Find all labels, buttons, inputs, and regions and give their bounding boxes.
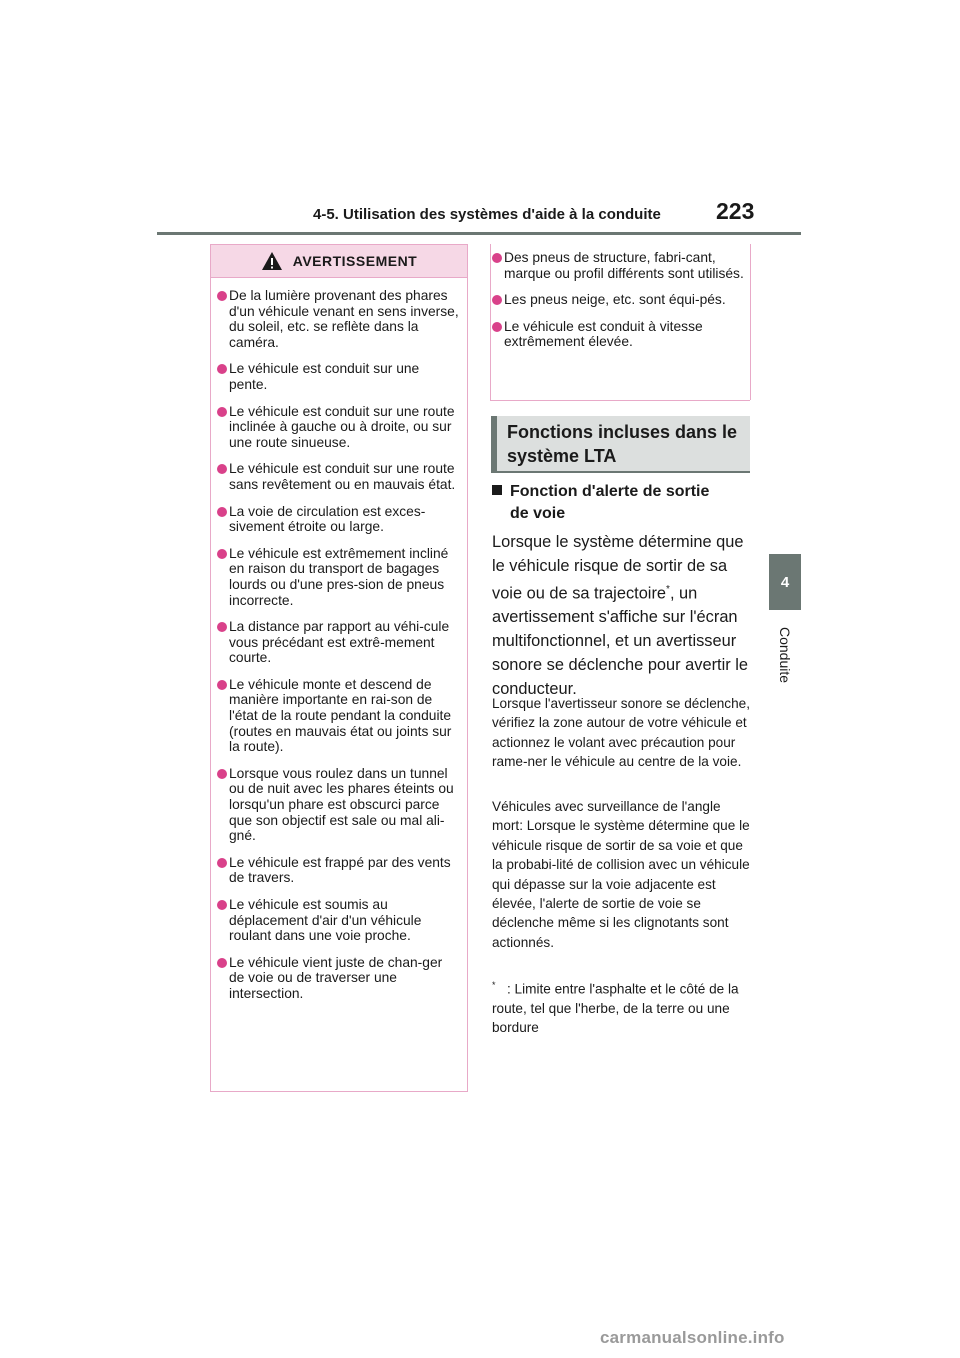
footnote: [492, 976, 752, 1038]
bullet-icon: [217, 464, 227, 474]
warning-item-text: Les pneus neige, etc. sont équi-pés.: [504, 292, 726, 308]
warning-item-text: Le véhicule est extrêmement incliné en raison du transport de bagages lourds ou d'une pres-sion de pneus incorrecte.: [229, 545, 449, 608]
bullet-icon: [492, 322, 502, 332]
warning-title: AVERTISSEMENT: [292, 253, 418, 269]
bullet-icon: [217, 858, 227, 868]
bullet-icon: [217, 407, 227, 417]
footnote-marker: *: [492, 980, 496, 990]
warning-item: [217, 766, 461, 844]
bullet-icon: [217, 364, 227, 374]
warning-item: [217, 404, 461, 451]
warning-item: [217, 546, 461, 608]
warning-continued-border-left: [490, 244, 491, 400]
warning-header: [211, 245, 467, 278]
warning-item-text: Le véhicule est frappé par des vents de travers.: [229, 854, 451, 886]
warning-item-text: La voie de circulation est exces-sivement étroite ou large.: [229, 503, 426, 535]
subheading-line2: de voie: [510, 505, 566, 522]
footnote-text: : Limite entre l'asphalte et le côté de la route, tel que l'herbe, de la terre ou une bordure: [492, 981, 739, 1036]
bullet-icon: [217, 507, 227, 517]
warning-item-text: Lorsque vous roulez dans un tunnel ou de nuit avec les phares éteints ou lorsqu'un phare est obscurci parce que son objectif est sale ou mal ali-gné.: [229, 765, 454, 844]
warning-item: [217, 955, 461, 1002]
warning-item-text: Le véhicule est conduit sur une pente.: [229, 361, 420, 392]
body-paragraph: Véhicules avec surveillance de l'angle mort: Lorsque le système détermine que le véhicule risque de sortir de sa voie et que la probabi-lité de collision avec un véhicule qui dépasse sur la voie adjacente est élevée, l'alerte de sortie de voie se déclenche même si les clignotants sont actionnés.: [492, 799, 750, 950]
chapter-tab: 4: [769, 554, 801, 610]
section-heading-text: Fonctions incluses dans le système LTA: [507, 422, 738, 466]
subheading-line1: Fonction d'alerte de sortie: [510, 483, 710, 500]
warning-item-text: La distance par rapport au véhi-cule vous précédant est extrê-mement courte.: [229, 619, 450, 666]
warning-item: [217, 461, 461, 492]
bullet-icon: [217, 900, 227, 910]
watermark: carmanualsonline.info: [600, 1328, 785, 1347]
warning-item: [492, 292, 750, 308]
lead-text-2: , un avertissement s'affiche sur l'écran multifonctionnel, et un avertisseur sonore se déclenche pour avertir le conducteur.: [492, 584, 749, 699]
warning-item: [492, 319, 750, 350]
running-header: 4-5. Utilisation des systèmes d'aide à la conduite: [313, 206, 661, 223]
bullet-icon: [217, 769, 227, 779]
warning-item-text: Le véhicule vient juste de chan-ger de voie ou de traverser une intersection.: [229, 954, 443, 1001]
section-heading: [491, 416, 750, 473]
body-paragraph: Lorsque l'avertisseur sonore se déclenche, vérifiez la zone autour de votre véhicule et actionnez le volant avec précaution pour rame-ner le véhicule au centre de la voie.: [492, 696, 751, 770]
warning-item: [217, 619, 461, 666]
warning-box: [210, 244, 468, 1092]
lead-paragraph: [492, 530, 754, 701]
warning-item: [217, 677, 461, 755]
warning-continued-border-bottom: [490, 400, 750, 401]
warning-item: [217, 288, 461, 350]
warning-triangle-icon: [261, 251, 283, 271]
warning-item-text: Des pneus de structure, fabri-cant, marque ou profil différents sont utilisés.: [504, 250, 744, 281]
warning-item-text: De la lumière provenant des phares d'un véhicule venant en sens inverse, du soleil, etc. se reflète dans la caméra.: [229, 288, 459, 350]
square-bullet-icon: [492, 485, 502, 495]
chapter-label-text: Conduite: [777, 626, 794, 684]
warning-list: [211, 278, 467, 1002]
bullet-icon: [492, 253, 502, 263]
bullet-icon: [217, 549, 227, 559]
warning-item: [217, 361, 461, 392]
warning-item: [217, 504, 461, 535]
bullet-icon: [217, 958, 227, 968]
bullet-icon: [217, 622, 227, 632]
warning-item-text: Le véhicule est conduit à vitesse extrêmement élevée.: [504, 318, 703, 350]
page-number: 223: [716, 198, 755, 224]
subheading: [492, 481, 750, 525]
bullet-icon: [217, 680, 227, 690]
warning-item: [217, 855, 461, 886]
warning-item: [217, 897, 461, 944]
footnote-mark: *: [666, 584, 670, 595]
warning-item-text: Le véhicule est soumis au déplacement d'air d'un véhicule roulant dans une voie proche.: [229, 897, 422, 944]
warning-item-text: Le véhicule monte et descend de manière importante en rai-son de l'état de la route pendant la conduite (routes en mauvais état ou joints sur la route).: [229, 676, 452, 755]
chapter-label: [770, 620, 800, 690]
warning-continued-list: [492, 250, 750, 361]
lead-text-1: Lorsque le système détermine que le véhicule risque de sortir de sa voie ou de sa trajectoire: [492, 533, 744, 603]
header-divider: [157, 232, 801, 235]
bullet-icon: [492, 295, 502, 305]
bullet-icon: [217, 291, 227, 301]
warning-continued-border-right: [750, 244, 751, 400]
warning-item-text: Le véhicule est conduit sur une route sans revêtement ou en mauvais état.: [229, 461, 456, 492]
warning-item: [492, 250, 750, 281]
warning-item-text: Le véhicule est conduit sur une route inclinée à gauche ou à droite, ou sur une route sinueuse.: [229, 403, 455, 450]
